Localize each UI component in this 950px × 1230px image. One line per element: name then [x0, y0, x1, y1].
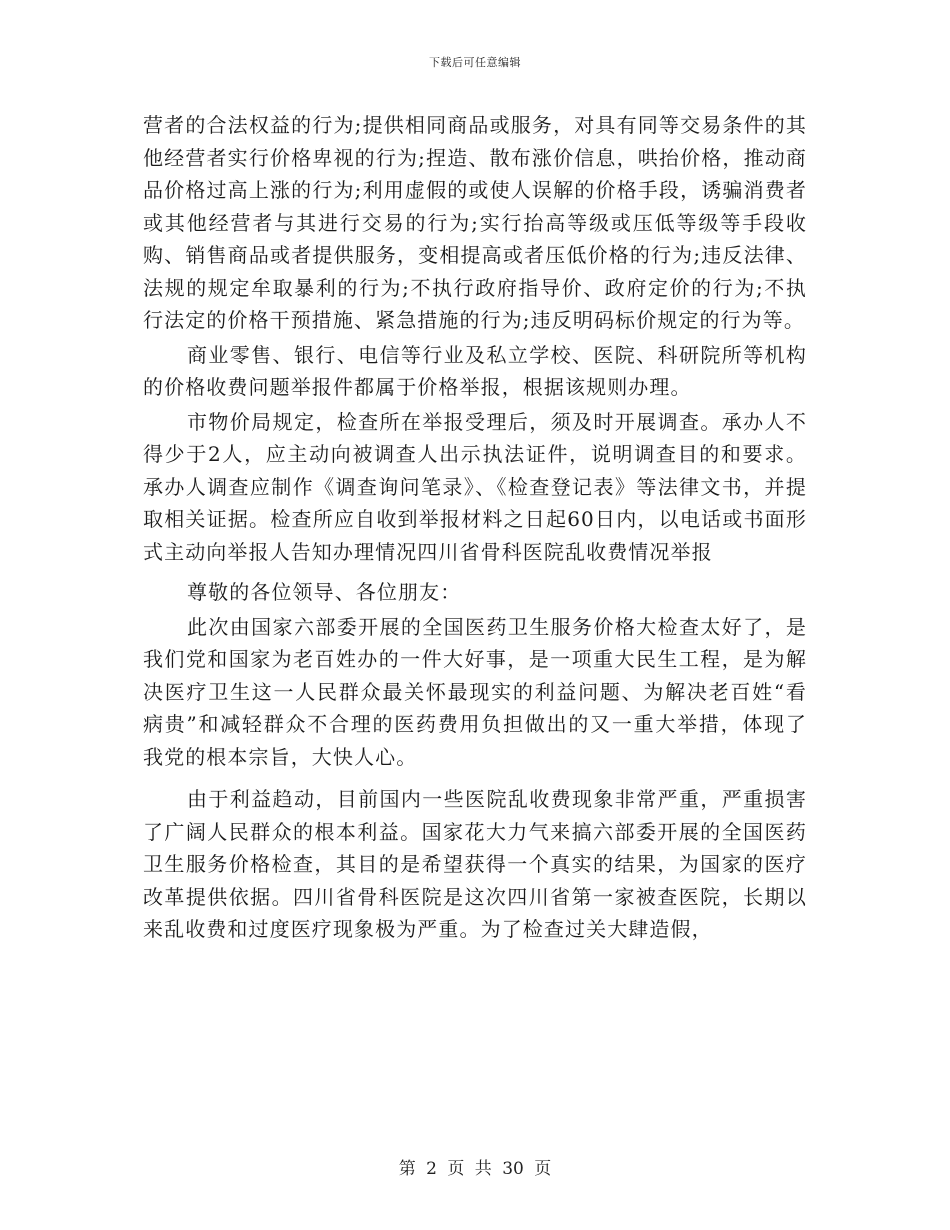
- paragraph-salutation: 尊敬的各位领导、各位朋友：: [187, 580, 462, 604]
- page-header-note: 下载后可任意编辑: [429, 56, 521, 69]
- paragraph-inspection-praise: 此次由国家六部委开展的全国医药卫生服务价格大检查太好了，是我们党和国家为老百姓办的一件大好事，是一项重大民生工程，是为解决医疗卫生这一人民群众最关怀最现实的利益问题、为解决老百姓“看病贵”和减轻群众不合理的医药费用负担做出的又一重大举措，体现了我党的根本宗旨，大快人心。: [143, 614, 807, 769]
- document-body: [143, 109, 807, 946]
- paragraph-hospital-report: 由于利益趋动，目前国内一些医院乱收费现象非常严重，严重损害了广阔人民群众的根本利益。国家花大力气来搞六部委开展的全国医药卫生服务价格检查，其目的是希望获得一个真实的结果，为国家的医疗改革提供依据。四川省骨科医院是这次四川省第一家被查医院，长期以来乱收费和过度医疗现象极为严重。为了检查过关大肆造假，: [143, 787, 807, 941]
- paragraph-price-violations: 营者的合法权益的行为;提供相同商品或服务，对具有同等交易条件的其他经营者实行价格卑视的行为;捏造、散布涨价信息，哄抬价格，推动商品价格过高上涨的行为;利用虚假的或使人误解的价格手段，诱骗消费者或其他经营者与其进行交易的行为;实行抬高等级或压低等级等手段收购、销售商品或者提供服务，变相提高或者压低价格的行为;违反法律、法规的规定牟取暴利的行为;不执行政府指导价、政府定价的行为;不执行法定的价格干预措施、紧急措施的行为;违反明码标价规定的行为等。: [143, 113, 807, 332]
- paragraph-procedure: 市物价局规定，检查所在举报受理后，须及时开展调查。承办人不得少于2人，应主动向被调查人出示执法证件，说明调查目的和要求。承办人调查应制作《调查询问笔录》、《检查登记表》等法律文书，并提取相关证据。检查所应自收到举报材料之日起60日内，以电话或书面形式主动向举报人告知办理情况四川省骨科医院乱收费情况举报: [143, 409, 807, 564]
- paragraph-scope: 商业零售、银行、电信等行业及私立学校、医院、科研院所等机构的价格收费问题举报件都属于价格举报，根据该规则办理。: [143, 342, 807, 399]
- page-number: 第 2 页 共 30 页: [398, 1159, 552, 1179]
